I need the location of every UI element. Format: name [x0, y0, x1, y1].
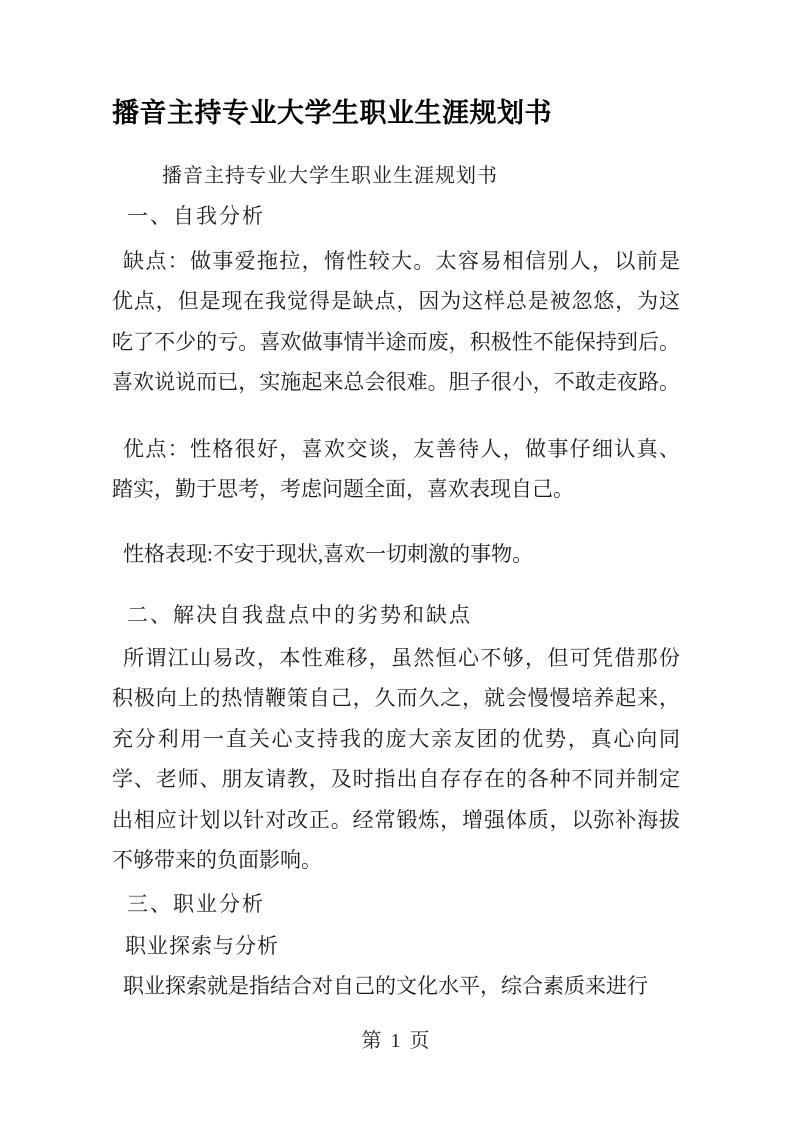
document-subtitle: 播音主持专业大学生职业生涯规划书: [162, 165, 498, 187]
document-title: 播音主持专业大学生职业生涯规划书: [112, 98, 552, 128]
paragraph-strengths: [112, 429, 680, 510]
paragraph-solution: [112, 638, 680, 880]
text-line: 出相应计划以针对改正。经常锻炼，增强体质，以弥补海拔: [112, 807, 680, 832]
paragraph-career-exploration: [112, 966, 680, 1006]
text-line: 充分利用一直关心支持我的庞大亲友团的优势，真心向同: [112, 726, 680, 751]
text-line: 不够带来的负面影响。: [112, 847, 322, 872]
text-line: 所谓江山易改，本性难移，虽然恒心不够，但可凭借那份: [123, 646, 680, 670]
page-number-footer: 第 1 页: [361, 1030, 432, 1052]
text-line: 学、老师、朋友请教，及时指出自存存在的各种不同并制定: [112, 767, 680, 792]
text-line: 优点，但是现在我觉得是缺点，因为这样总是被忽悠，为这: [112, 289, 680, 314]
paragraph-weaknesses: [112, 241, 680, 403]
text-line: 性格表现:不安于现状,喜欢一切刺激的事物。: [123, 542, 534, 566]
text-line: 踏实，勤于思考，考虑问题全面，喜欢表现自己。: [112, 477, 574, 502]
text-line: 职业探索就是指结合对自己的文化水平，综合素质来进行: [123, 974, 648, 998]
text-line: 喜欢说说而已，实施起来总会很难。胆子很小，不敢走夜路。: [112, 370, 680, 395]
subsection-heading-career-exploration: 职业探索与分析: [125, 934, 279, 958]
text-line: 缺点：做事爱拖拉，惰性较大。太容易相信别人，以前是: [123, 249, 680, 273]
section-heading-self-analysis: 一、自我分析: [127, 204, 265, 228]
paragraph-personality: [112, 534, 680, 574]
text-line: 优点：性格很好，喜欢交谈，友善待人，做事仔细认真、: [123, 437, 680, 461]
text-line: 吃了不少的亏。喜欢做事情半途而废，积极性不能保持到后。: [112, 329, 680, 354]
section-heading-career-analysis: 三、职业分析: [127, 892, 265, 916]
text-line: 积极向上的热情鞭策自己，久而久之，就会慢慢培养起来，: [112, 686, 680, 711]
section-heading-solve-weaknesses: 二、解决自我盘点中的劣势和缺点: [127, 603, 472, 627]
